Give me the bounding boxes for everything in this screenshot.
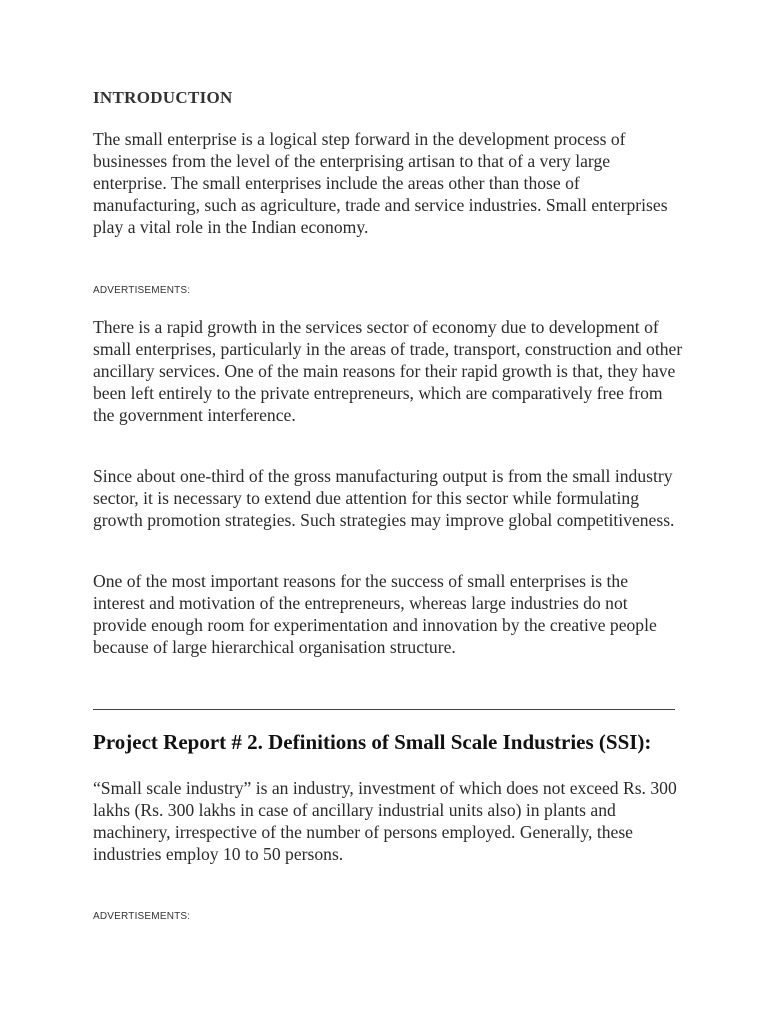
definitions-heading: Project Report # 2. Definitions of Small Scale Industries (SSI): bbox=[93, 730, 652, 754]
intro-paragraph-2: There is a rapid growth in the services sector of economy due to development of small enterprises, particularly in the areas of trade, transport, construction and other ancillary services. One of the main reasons for their rapid growth is that, they have been left entirely to the private entrepreneurs, which are comparatively free from the government interference. bbox=[93, 317, 683, 425]
intro-paragraph-1: The small enterprise is a logical step forward in the development process of businesses from the level of the enterprising artisan to that of a very large enterprise. The small enterprises include the areas other than those of manufacturing, such as agriculture, trade and service industries. Small enterprises play a vital role in the Indian economy. bbox=[93, 129, 668, 237]
definitions-paragraph-1: “Small scale industry” is an industry, investment of which does not exceed Rs. 300 lakhs (Rs. 300 lakhs in case of ancillary industrial units also) in plants and machinery, irrespective of the number of persons employed. Generally, these industries employ 10 to 50 persons. bbox=[93, 778, 677, 864]
introduction-heading: INTRODUCTION bbox=[93, 88, 233, 107]
advertisements-label: ADVERTISEMENTS: bbox=[93, 285, 191, 296]
intro-paragraph-3: Since about one-third of the gross manufacturing output is from the small industry sector, it is necessary to extend due attention for this sector while formulating growth promotion strategies. Such strategies may improve global competitiveness. bbox=[93, 466, 675, 530]
intro-paragraph-4: One of the most important reasons for the success of small enterprises is the interest and motivation of the entrepreneurs, whereas large industries do not provide enough room for experimentation and innovation by the creative people because of large hierarchical organisation structure. bbox=[93, 571, 657, 657]
section-divider bbox=[93, 709, 675, 710]
advertisements-label: ADVERTISEMENTS: bbox=[93, 911, 191, 922]
